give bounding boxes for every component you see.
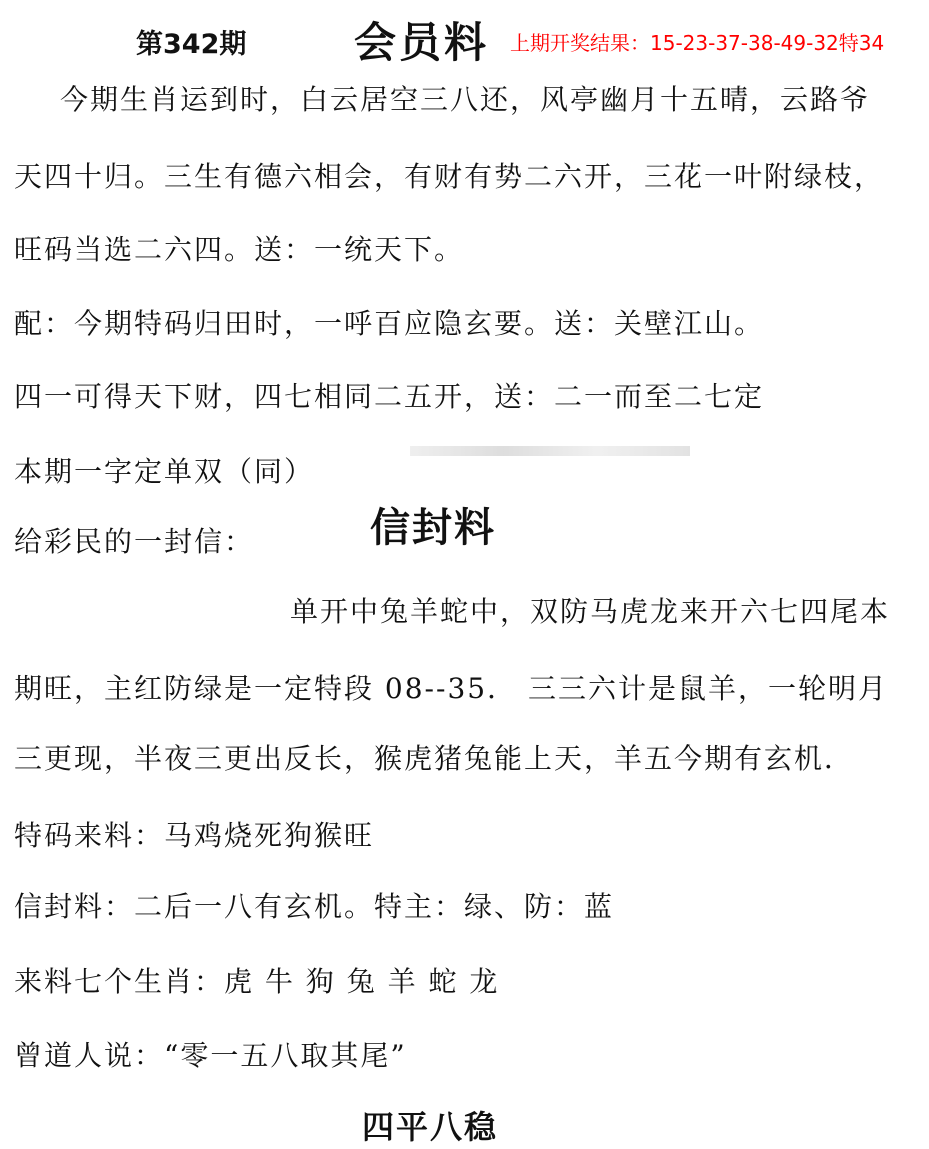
text-line: 信封料：二后一八有玄机。特主：绿、防：蓝 bbox=[14, 890, 615, 923]
text-line: 三更现，半夜三更出反长，猴虎猪兔能上天，羊五今期有玄机． bbox=[14, 742, 855, 775]
text-line: 给彩民的一封信： bbox=[14, 525, 255, 558]
text-line: 四一可得天下财，四七相同二五开，送：二一而至二七定 bbox=[14, 380, 765, 413]
scan-smudge bbox=[410, 446, 690, 456]
text-line: 单开中兔羊蛇中，双防马虎龙来开六七四尾本 bbox=[290, 595, 891, 628]
issue-number: 第342期 bbox=[136, 29, 247, 60]
text-line: 特码来料：马鸡烧死狗猴旺 bbox=[14, 819, 375, 852]
text-line: 期旺，主红防绿是一定特段 08--35． 三三六计是鼠羊，一轮明月 bbox=[14, 672, 888, 705]
text-line: 曾道人说：“零一五八取其尾” bbox=[14, 1039, 407, 1072]
section-title: 信封料 bbox=[370, 504, 496, 551]
text-line: 天四十归。三生有德六相会，有财有势二六开，三花一叶附绿枝， bbox=[14, 160, 885, 193]
text-line: 本期一字定单双（同） bbox=[14, 455, 315, 488]
text-line: 旺码当选二六四。送：一统天下。 bbox=[14, 233, 465, 266]
text-line: 今期生肖运到时，白云居空三八还，风亭幽月十五晴，云路爷 bbox=[60, 83, 871, 116]
text-line: 配：今期特码归田时，一呼百应隐玄要。送：关壁江山。 bbox=[14, 307, 765, 340]
page-title: 会员料 bbox=[354, 18, 490, 67]
last-draw-result: 上期开奖结果：15-23-37-38-49-32特34 bbox=[510, 31, 885, 55]
text-line: 来料七个生肖：虎 牛 狗 兔 羊 蛇 龙 bbox=[14, 965, 500, 998]
footer-title: 四平八稳 bbox=[362, 1108, 499, 1146]
